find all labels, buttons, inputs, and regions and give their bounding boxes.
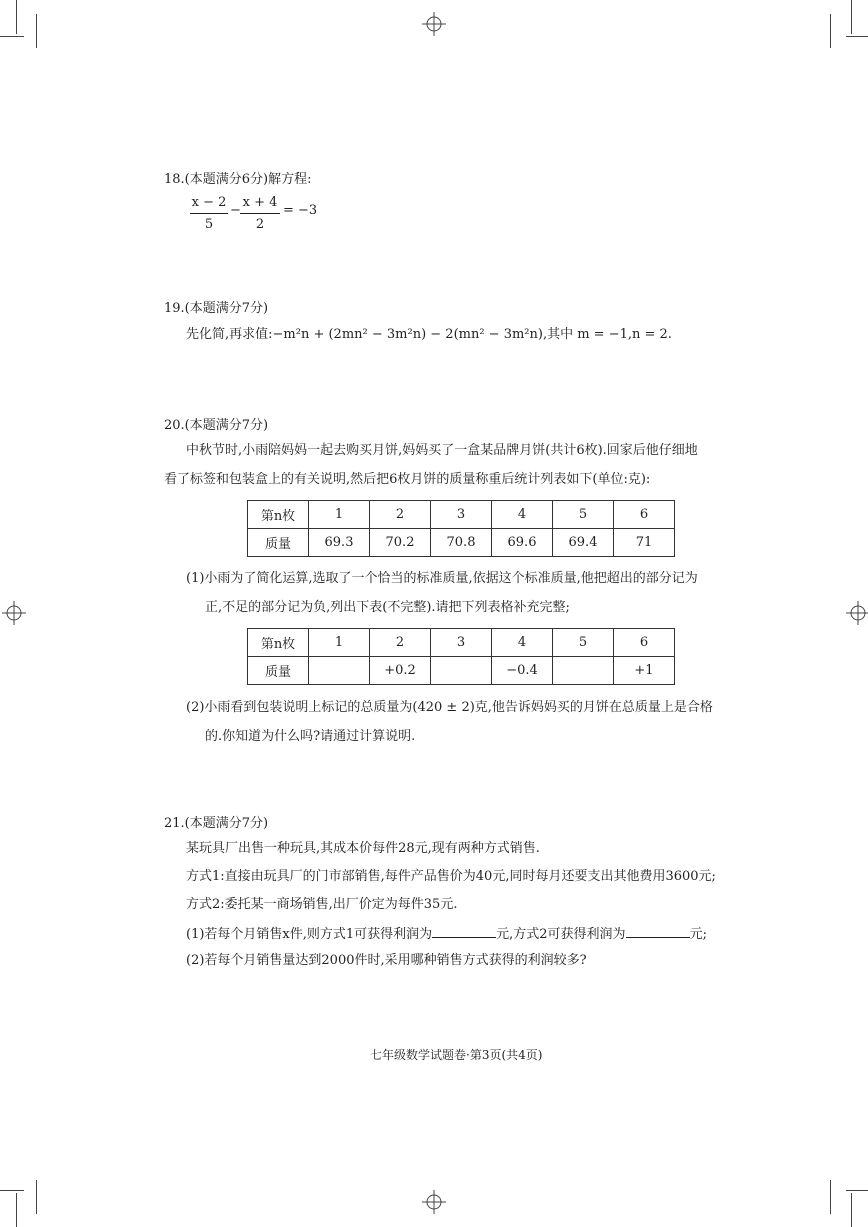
crop-mark [16,1193,17,1227]
table-cell: 1 [309,629,370,657]
table-cell: 4 [492,501,553,529]
q20-line-2: 看了标签和包装盒上的有关说明,然后把6枚月饼的质量称重后统计列表如下(单位:克): [164,472,651,487]
registration-mark-icon [2,601,26,625]
crop-mark [851,0,852,34]
registration-mark-icon [422,1190,446,1214]
table-cell: 3 [431,501,492,529]
table-cell: 5 [553,501,614,529]
crop-mark [846,1190,868,1191]
q18-rhs: = −3 [283,203,318,218]
q21-title: 21.(本题满分7分) [164,816,269,831]
q18-frac1-denominator: 5 [204,217,214,232]
table-cell-blank[interactable] [431,657,492,685]
q21-line-2: 方式1:直接由玩具厂的门市部销售,每件产品售价为40元,同时每月还要支出其他费用3600元; [186,869,716,884]
table-cell: 6 [614,629,675,657]
table-cell: 71 [614,529,675,557]
table-cell: 6 [614,501,675,529]
crop-mark [36,1180,37,1214]
table-row [248,501,675,529]
q18-frac2-numerator: x + 4 [242,195,278,210]
table-cell-blank[interactable] [309,657,370,685]
q20-table-2 [247,628,675,685]
q18-fraction-1 [190,195,228,232]
registration-mark-icon [846,601,868,625]
q18-frac2-denominator: 2 [255,217,265,232]
q21-part2: (2)若每个月销售量达到2000件时,采用哪种销售方式获得的利润较多? [186,953,587,968]
q21-line-3: 方式2:委托某一商场销售,出厂价定为每件35元. [186,897,458,912]
q21-part1 [186,925,707,943]
table-row [248,657,675,685]
table-cell: 1 [309,501,370,529]
table-cell: 质量 [248,529,309,557]
table-cell: 70.8 [431,529,492,557]
table-cell: −0.4 [492,657,553,685]
q20-part2-line-1: (2)小雨看到包装说明上标记的总质量为(420 ± 2)克,他告诉妈妈买的月饼在总质量上是合格 [186,700,713,715]
page-footer: 七年级数学试题卷·第3页(共4页) [370,1048,543,1062]
table-cell: 69.3 [309,529,370,557]
table-cell: 3 [431,629,492,657]
q20-line-1: 中秋节时,小雨陪妈妈一起去购买月饼,妈妈买了一盒某品牌月饼(共计6枚).回家后他仔细地 [186,443,698,458]
table-cell: 第n枚 [248,501,309,529]
q18-fraction-2 [240,195,280,232]
table-cell: 69.4 [553,529,614,557]
table-cell: +0.2 [370,657,431,685]
crop-mark [36,14,37,48]
table-cell: 第n枚 [248,629,309,657]
crop-mark [0,1190,24,1191]
table-cell: +1 [614,657,675,685]
q21-line-1: 某玩具厂出售一种玩具,其成本价每件28元,现有两种方式销售. [186,841,540,856]
q18-title: 18.(本题满分6分)解方程: [164,172,312,187]
answer-blank-2[interactable] [626,925,690,938]
answer-blank-1[interactable] [432,925,496,938]
q19-text: 先化简,再求值:−m²n + (2mn² − 3m²n) − 2(mn² − 3m²n),其中 m = −1,n = 2. [186,327,672,342]
table-cell: 2 [370,629,431,657]
q20-title: 20.(本题满分7分) [164,418,269,433]
crop-mark [16,0,17,34]
q18-frac1-numerator: x − 2 [191,195,227,210]
crop-mark [846,36,868,37]
registration-mark-icon [422,12,446,36]
crop-mark [830,14,831,48]
table-cell: 质量 [248,657,309,685]
crop-mark [0,36,24,37]
table-cell: 4 [492,629,553,657]
table-cell: 70.2 [370,529,431,557]
q19-title: 19.(本题满分7分) [164,301,269,316]
q20-table-1 [247,500,675,557]
q18-minus: − [230,203,241,218]
table-cell: 2 [370,501,431,529]
table-cell: 69.6 [492,529,553,557]
table-cell-blank[interactable] [553,657,614,685]
q20-part1-line-1: (1)小雨为了简化运算,选取了一个恰当的标准质量,依据这个标准质量,他把超出的部分记为 [186,571,698,586]
table-row [248,529,675,557]
q20-part1-line-2: 正,不足的部分记为负,列出下表(不完整).请把下列表格补充完整; [205,600,570,615]
q21-part1-text-b: 元,方式2可获得利润为 [496,927,626,942]
table-cell: 5 [553,629,614,657]
crop-mark [830,1180,831,1214]
q20-part2-line-2: 的.你知道为什么吗?请通过计算说明. [205,729,416,744]
q21-part1-text-c: 元; [689,927,707,942]
q21-part1-text-a: (1)若每个月销售x件,则方式1可获得利润为 [186,927,433,942]
crop-mark [851,1193,852,1227]
table-row [248,629,675,657]
